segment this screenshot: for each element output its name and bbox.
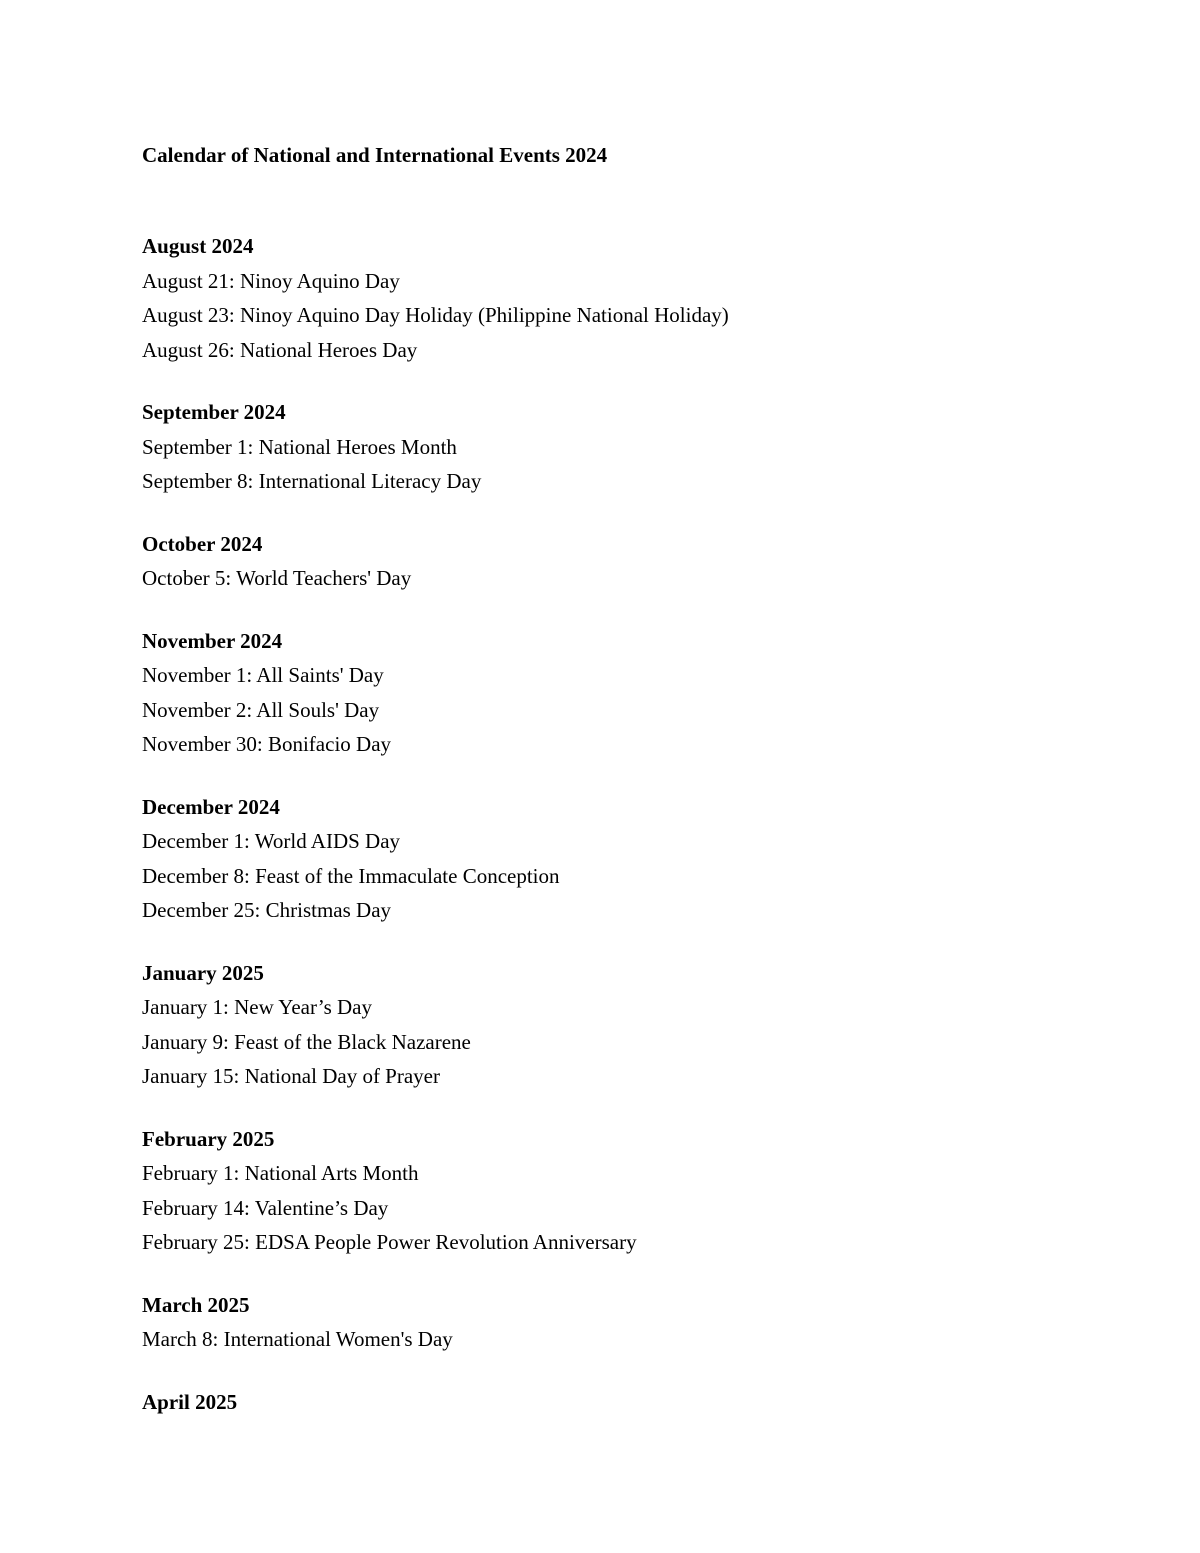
event-line: January 15: National Day of Prayer <box>142 1064 440 1088</box>
event-line: December 25: Christmas Day <box>142 898 392 922</box>
event-line: August 23: Ninoy Aquino Day Holiday (Philippine National Holiday) <box>142 303 729 327</box>
event-line: December 1: World AIDS Day <box>142 829 401 853</box>
document-title: Calendar of National and International Events 2024 <box>142 143 608 167</box>
month-heading: March 2025 <box>142 1292 250 1317</box>
event-line: February 14: Valentine’s Day <box>142 1195 389 1220</box>
event-line: September 8: International Literacy Day <box>142 469 482 493</box>
section-september-2024 <box>142 395 1102 499</box>
event-line: November 2: All Souls' Day <box>142 697 380 722</box>
event-line: August 21: Ninoy Aquino Day <box>142 268 400 293</box>
section-december-2024 <box>142 790 1102 928</box>
event-line: February 25: EDSA People Power Revolution Anniversary <box>142 1230 637 1254</box>
section-february-2025 <box>142 1122 1102 1260</box>
event-line: November 1: All Saints' Day <box>142 663 384 687</box>
event-line: January 9: Feast of the Black Nazarene <box>142 1029 471 1054</box>
event-line: December 8: Feast of the Immaculate Conception <box>142 863 560 888</box>
month-heading: October 2024 <box>142 531 263 556</box>
event-line: September 1: National Heroes Month <box>142 434 457 459</box>
event-line: March 8: International Women's Day <box>142 1327 453 1351</box>
month-heading: August 2024 <box>142 234 254 258</box>
section-january-2025 <box>142 956 1102 1094</box>
month-heading: January 2025 <box>142 960 264 985</box>
event-line: August 26: National Heroes Day <box>142 337 418 362</box>
month-heading: February 2025 <box>142 1126 275 1151</box>
event-line: January 1: New Year’s Day <box>142 995 372 1019</box>
section-march-2025 <box>142 1288 1102 1357</box>
document-page <box>142 138 1102 1447</box>
section-august-2024 <box>142 229 1102 367</box>
section-october-2024 <box>142 527 1102 596</box>
event-line: October 5: World Teachers' Day <box>142 566 412 590</box>
month-heading: November 2024 <box>142 628 283 653</box>
section-november-2024 <box>142 624 1102 762</box>
month-heading: December 2024 <box>142 794 280 819</box>
month-heading: September 2024 <box>142 400 286 424</box>
event-line: February 1: National Arts Month <box>142 1161 419 1185</box>
section-april-2025 <box>142 1385 1102 1420</box>
event-line: November 30: Bonifacio Day <box>142 732 392 756</box>
month-heading: April 2025 <box>142 1389 238 1414</box>
